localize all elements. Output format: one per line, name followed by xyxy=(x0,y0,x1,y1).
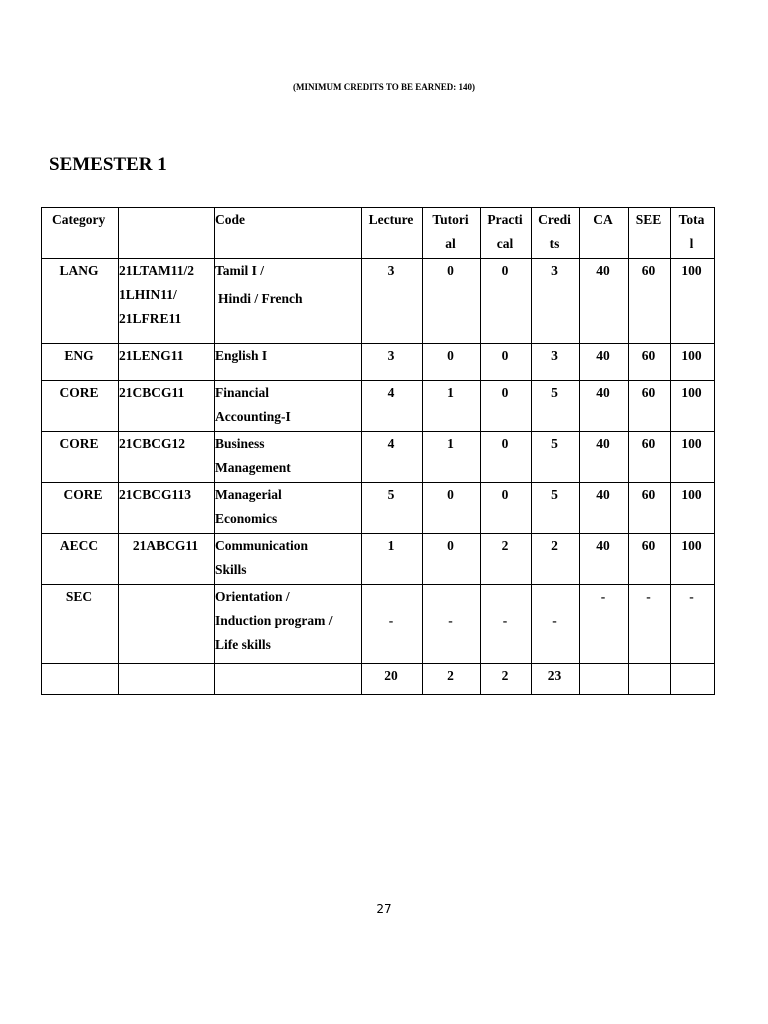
row-ca: 40 xyxy=(580,483,629,534)
row-practical: 0 xyxy=(481,432,532,483)
row-code-line: 21ABCG11 xyxy=(132,538,199,553)
row-category: CORE xyxy=(42,483,119,534)
header-tutorial xyxy=(423,208,481,259)
row-title xyxy=(215,381,362,432)
row-see: 60 xyxy=(629,344,671,381)
row-title-line: Tamil I / xyxy=(215,263,265,278)
row-total: 100 xyxy=(671,534,715,585)
row-tutorial: 0 xyxy=(423,483,481,534)
row-category: CORE xyxy=(42,432,119,483)
row-title xyxy=(215,432,362,483)
table-row xyxy=(42,534,715,585)
row-title-line: Financial xyxy=(215,385,270,400)
row-ca: 40 xyxy=(580,432,629,483)
table-header-row xyxy=(42,208,715,259)
row-total: 100 xyxy=(671,259,715,344)
header-ca: CA xyxy=(580,208,629,259)
row-credits: 3 xyxy=(532,259,580,344)
row-title-line: Accounting-I xyxy=(215,409,291,424)
row-title-line: Life skills xyxy=(215,637,271,652)
semester-title: SEMESTER 1 xyxy=(49,154,167,175)
totals-blank xyxy=(42,664,119,695)
row-tutorial: 0 xyxy=(423,259,481,344)
total-tutorial: 2 xyxy=(423,664,481,695)
row-lecture: 3 xyxy=(362,344,423,381)
totals-blank xyxy=(629,664,671,695)
row-lecture: 4 xyxy=(362,381,423,432)
header-practical-line2: cal xyxy=(496,236,514,251)
header-practical xyxy=(481,208,532,259)
row-category: AECC xyxy=(42,534,119,585)
totals-blank xyxy=(215,664,362,695)
table-row xyxy=(42,344,715,381)
row-title xyxy=(215,259,362,344)
row-credits: - xyxy=(532,585,580,664)
row-code xyxy=(119,534,215,585)
row-title-line: Skills xyxy=(215,562,247,577)
row-ca: - xyxy=(580,585,629,664)
totals-blank xyxy=(119,664,215,695)
row-tutorial: 1 xyxy=(423,381,481,432)
row-total: 100 xyxy=(671,432,715,483)
row-ca: 40 xyxy=(580,381,629,432)
row-practical: 0 xyxy=(481,344,532,381)
header-tutorial-line2: al xyxy=(445,236,456,251)
row-code-line: 21CBCG11 xyxy=(119,385,185,400)
row-code-line: 21LFRE11 xyxy=(119,311,182,326)
semester-course-table xyxy=(41,207,715,695)
row-code xyxy=(119,259,215,344)
table-row xyxy=(42,432,715,483)
total-lecture: 20 xyxy=(362,664,423,695)
totals-blank xyxy=(671,664,715,695)
row-code-line: 21LENG11 xyxy=(119,348,184,363)
row-total: 100 xyxy=(671,344,715,381)
table-row xyxy=(42,259,715,344)
row-ca: 40 xyxy=(580,534,629,585)
row-title-line: Communication xyxy=(215,538,309,553)
header-total xyxy=(671,208,715,259)
row-category: ENG xyxy=(42,344,119,381)
row-category: LANG xyxy=(42,259,119,344)
row-tutorial: - xyxy=(423,585,481,664)
total-practical: 2 xyxy=(481,664,532,695)
header-tutorial-line1: Tutori xyxy=(432,212,469,227)
row-title-line: Managerial xyxy=(215,487,282,502)
header-category: Category xyxy=(42,208,119,259)
header-credits-line1: Credi xyxy=(538,212,571,227)
row-lecture: - xyxy=(362,585,423,664)
row-category: SEC xyxy=(42,585,119,664)
minimum-credits-note: (MINIMUM CREDITS TO BE EARNED: 140) xyxy=(293,82,475,92)
totals-blank xyxy=(580,664,629,695)
row-title-line: Economics xyxy=(215,511,278,526)
row-practical: - xyxy=(481,585,532,664)
row-title-line: Business xyxy=(215,436,265,451)
row-code xyxy=(119,344,215,381)
row-total: 100 xyxy=(671,381,715,432)
row-code xyxy=(119,381,215,432)
total-credits: 23 xyxy=(532,664,580,695)
table-row xyxy=(42,483,715,534)
header-practical-line1: Practi xyxy=(487,212,523,227)
header-total-line2: l xyxy=(689,236,694,251)
row-see: 60 xyxy=(629,259,671,344)
row-lecture: 4 xyxy=(362,432,423,483)
row-credits: 5 xyxy=(532,432,580,483)
row-title xyxy=(215,534,362,585)
row-tutorial: 1 xyxy=(423,432,481,483)
row-code-line: 1LHIN11/ xyxy=(119,287,177,302)
row-ca: 40 xyxy=(580,344,629,381)
row-tutorial: 0 xyxy=(423,344,481,381)
row-total: 100 xyxy=(671,483,715,534)
row-total: - xyxy=(671,585,715,664)
row-lecture: 1 xyxy=(362,534,423,585)
row-code-line: 21LTAM11/2 xyxy=(119,263,195,278)
header-lecture: Lecture xyxy=(362,208,423,259)
row-lecture: 5 xyxy=(362,483,423,534)
row-title-line: English I xyxy=(215,348,268,363)
row-title-line: Management xyxy=(215,460,291,475)
row-code xyxy=(119,585,215,664)
row-code xyxy=(119,432,215,483)
row-see: 60 xyxy=(629,381,671,432)
totals-row xyxy=(42,664,715,695)
header-credits xyxy=(532,208,580,259)
row-code-line: 21CBCG113 xyxy=(119,487,192,502)
row-code-line: 21CBCG12 xyxy=(119,436,186,451)
row-code xyxy=(119,483,215,534)
row-practical: 0 xyxy=(481,483,532,534)
row-practical: 2 xyxy=(481,534,532,585)
page-number: 27 xyxy=(376,902,392,916)
row-title xyxy=(215,483,362,534)
row-see: 60 xyxy=(629,432,671,483)
row-title xyxy=(215,585,362,664)
row-title-line: Induction program / xyxy=(215,613,333,628)
row-category: CORE xyxy=(42,381,119,432)
header-total-line1: Tota xyxy=(678,212,705,227)
row-credits: 5 xyxy=(532,381,580,432)
row-practical: 0 xyxy=(481,259,532,344)
row-credits: 2 xyxy=(532,534,580,585)
row-title xyxy=(215,344,362,381)
row-tutorial: 0 xyxy=(423,534,481,585)
header-see: SEE xyxy=(629,208,671,259)
table-row xyxy=(42,585,715,664)
row-ca: 40 xyxy=(580,259,629,344)
table-row xyxy=(42,381,715,432)
header-credits-line2: ts xyxy=(549,236,560,251)
header-blank xyxy=(119,208,215,259)
row-credits: 5 xyxy=(532,483,580,534)
row-practical: 0 xyxy=(481,381,532,432)
row-see: - xyxy=(629,585,671,664)
row-see: 60 xyxy=(629,534,671,585)
row-lecture: 3 xyxy=(362,259,423,344)
header-code: Code xyxy=(215,208,362,259)
row-credits: 3 xyxy=(532,344,580,381)
row-see: 60 xyxy=(629,483,671,534)
row-title-line: Hindi / French xyxy=(218,291,303,306)
row-title-line: Orientation / xyxy=(215,589,290,604)
